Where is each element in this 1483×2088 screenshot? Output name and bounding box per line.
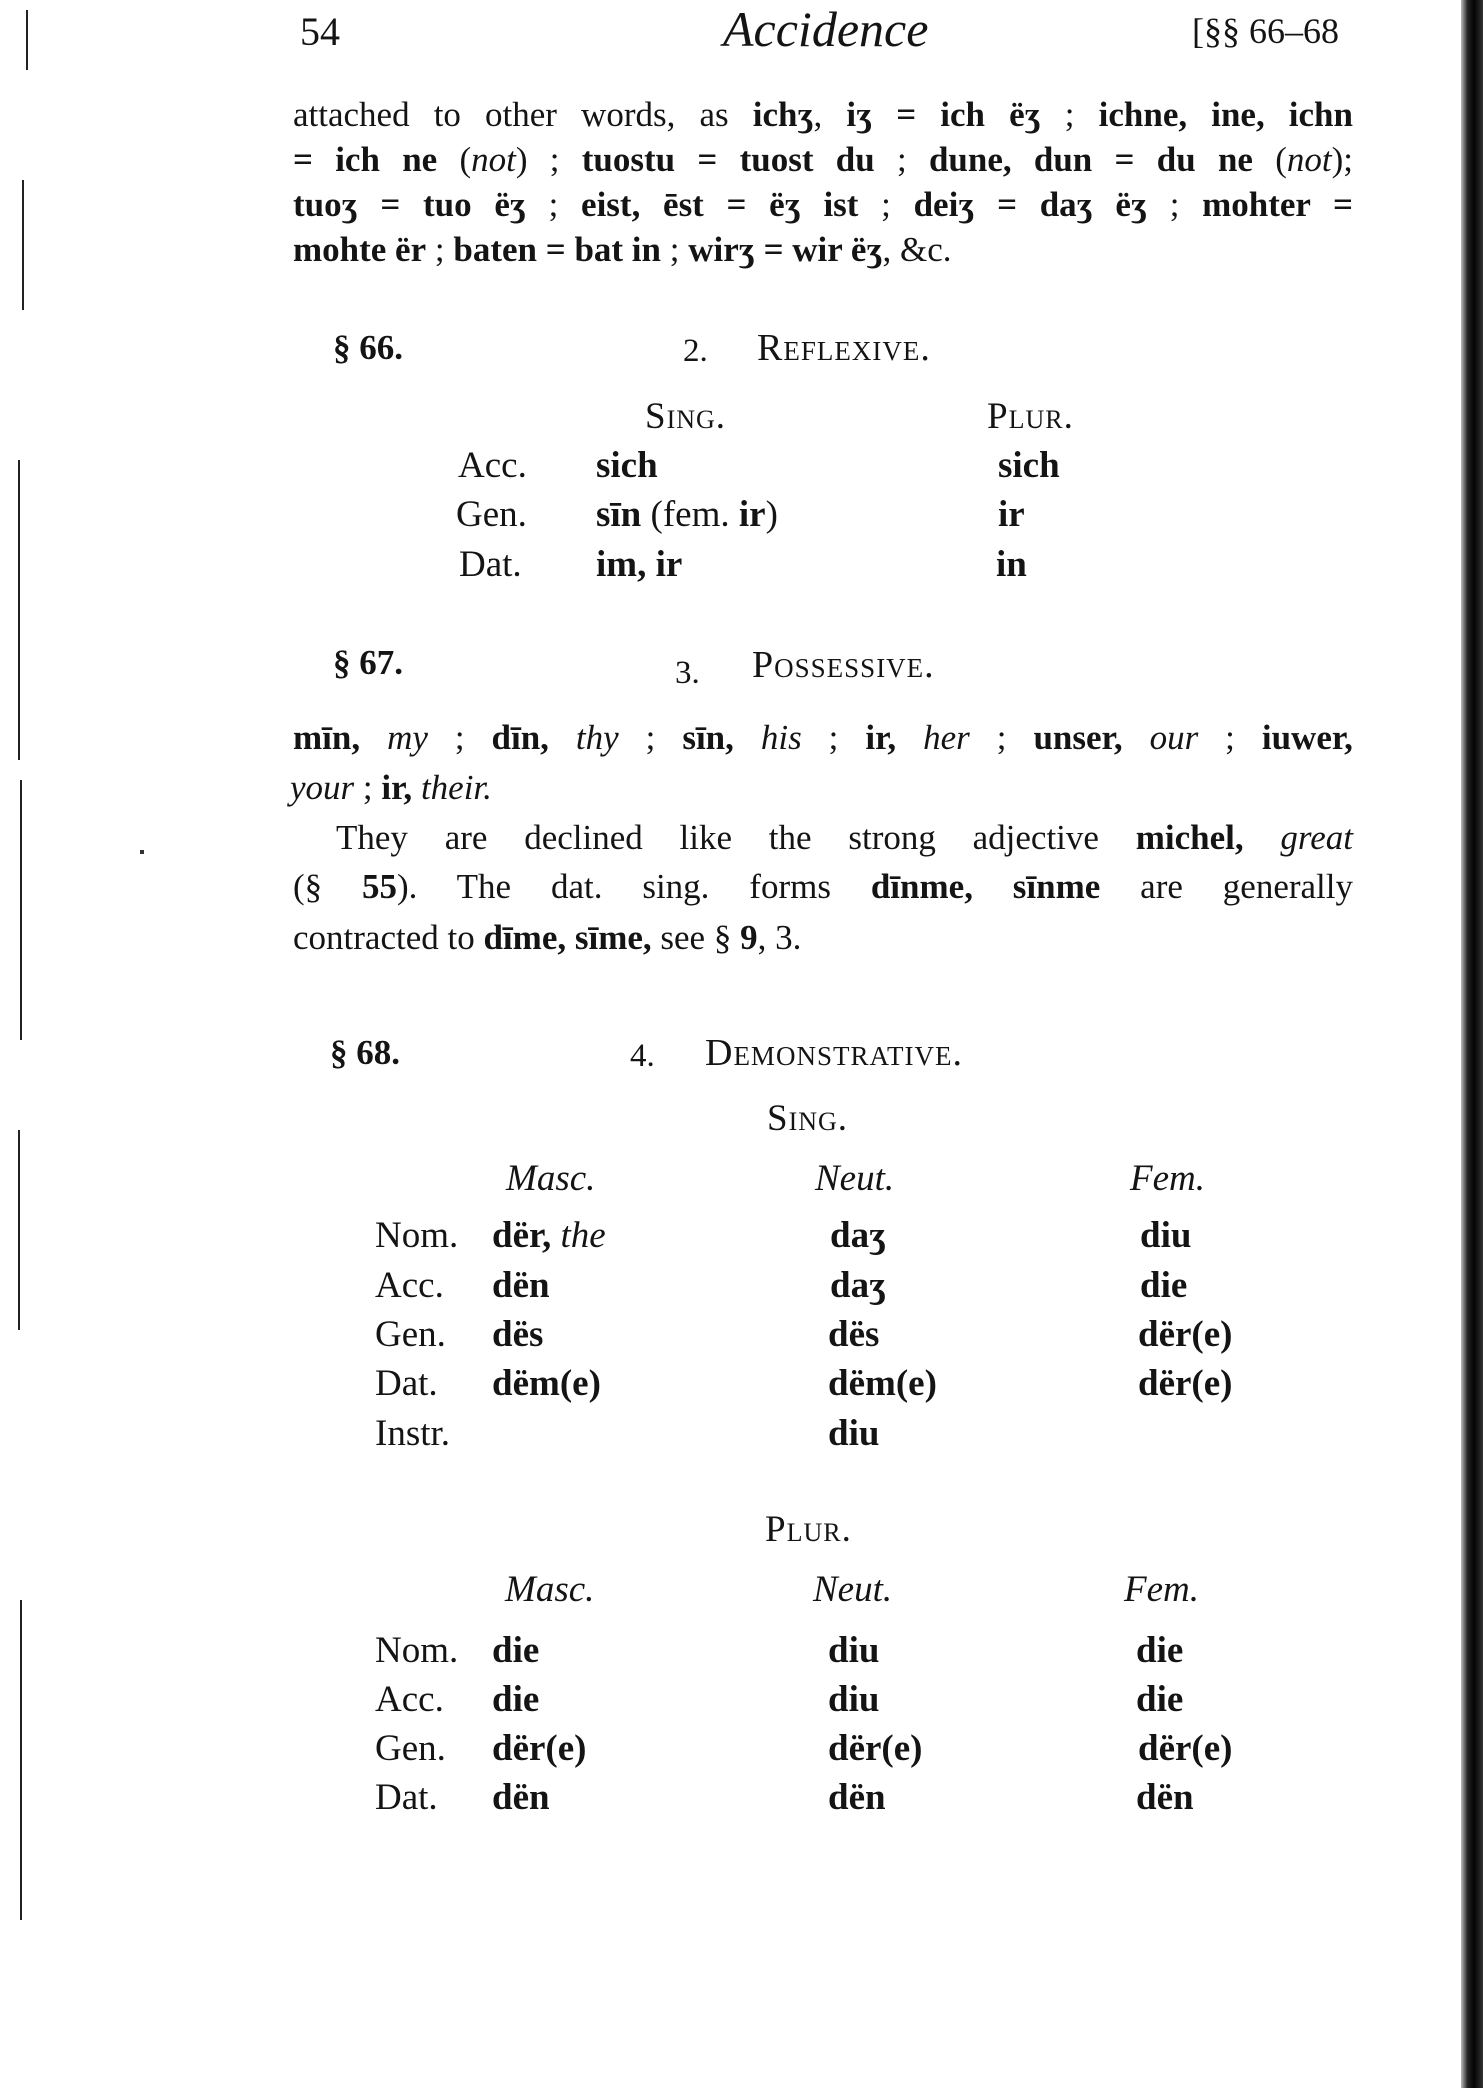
bold-text: iʒ = ich ëʒ [846, 95, 1041, 134]
case-label: Nom. [375, 1630, 459, 1671]
form-cell: dër(e) [492, 1728, 587, 1769]
case-label: Gen. [456, 494, 527, 535]
italic-text: their. [420, 768, 492, 807]
text-line [293, 90, 1353, 139]
text-run: ; [969, 718, 1034, 757]
bold-text: mohte ër [293, 230, 427, 269]
case-label: Dat. [375, 1363, 438, 1404]
case-label: Nom. [375, 1215, 459, 1256]
note-text: (fem. [641, 494, 739, 535]
heading-number: 3. [675, 655, 700, 691]
gloss-text: the [560, 1215, 606, 1256]
text-line [293, 180, 1353, 229]
form-text: sīn [596, 494, 642, 535]
heading-number: 2. [683, 333, 708, 369]
scan-margin-mark [26, 10, 28, 70]
scan-edge-shadow [1461, 0, 1483, 2088]
scan-margin-mark [20, 780, 22, 1040]
text-run: ( [437, 140, 472, 179]
text-run: are generally [1100, 867, 1353, 906]
table-group-label-sing: Sing. [767, 1098, 849, 1139]
form-cell: die [1140, 1265, 1188, 1306]
section-range: [§§ 66–68 [1192, 11, 1339, 51]
italic-text: my [387, 718, 428, 757]
italic-text: your [290, 768, 355, 807]
form-cell: die [1136, 1630, 1184, 1671]
text-run: ; [426, 230, 454, 269]
bold-text: dīme, sīme, [483, 918, 652, 957]
form-cell: dër(e) [1138, 1728, 1233, 1769]
form-cell: die [492, 1630, 540, 1671]
italic-text: great [1280, 818, 1354, 857]
bold-text: tuostu = tuost du [581, 140, 875, 179]
form-cell: in [996, 544, 1027, 585]
form-cell [596, 493, 778, 536]
text-line [293, 225, 1353, 274]
text-line [336, 813, 1353, 862]
form-cell: dëm(e) [492, 1363, 601, 1404]
column-header-neut: Neut. [813, 1569, 893, 1610]
text-run: ; [1147, 185, 1203, 224]
text-run: , [813, 95, 847, 134]
bold-text: baten = bat in [453, 230, 661, 269]
italic-text: her [923, 718, 970, 757]
text-run: ; [858, 185, 914, 224]
form-cell: dën [492, 1777, 550, 1818]
form-text: dër, [492, 1215, 552, 1256]
bold-text: 9 [740, 918, 758, 957]
case-label: Gen. [375, 1728, 446, 1769]
form-cell: sich [596, 445, 658, 486]
bold-text: ichne, ine, ichn [1098, 95, 1353, 134]
heading-number: 4. [630, 1038, 655, 1074]
running-title: Accidence [723, 1, 929, 57]
column-header-masc: Masc. [505, 1569, 595, 1610]
case-label: Gen. [375, 1314, 446, 1355]
form-cell: die [492, 1679, 540, 1720]
case-label: Dat. [459, 544, 522, 585]
bold-text: deiʒ = daʒ ëʒ [913, 185, 1147, 224]
italic-text: his [760, 718, 802, 757]
case-label: Acc. [375, 1265, 444, 1306]
text-run: ; [1040, 95, 1099, 134]
case-label: Dat. [375, 1777, 438, 1818]
text-run: They are declined like the strong adjective [336, 818, 1136, 857]
bold-text: eist, ēst = ëʒ ist [581, 185, 859, 224]
text-run: ). The dat. sing. forms [397, 867, 871, 906]
form-cell: dën [492, 1265, 550, 1306]
form-cell: dën [1136, 1777, 1194, 1818]
italic-text: thy [575, 718, 619, 757]
form-cell: ir [998, 494, 1025, 535]
form-cell: diu [828, 1413, 880, 1454]
form-cell: daʒ [830, 1265, 887, 1306]
text-run: (§ [293, 867, 363, 906]
italic-text: not [1286, 140, 1332, 179]
section-heading: Demonstrative. [705, 1032, 963, 1074]
bold-text: dune, dun = du ne [928, 140, 1253, 179]
form-cell: sich [998, 445, 1060, 486]
form-cell: daʒ [830, 1215, 887, 1256]
case-label: Acc. [458, 445, 527, 486]
column-header-sing: Sing. [645, 396, 727, 437]
text-run: ( [1252, 140, 1287, 179]
text-run: see § [651, 918, 741, 957]
column-header-fem: Fem. [1124, 1569, 1199, 1610]
text-run: , &c. [882, 230, 952, 269]
section-heading: Possessive. [752, 644, 935, 686]
text-run: ; [661, 230, 689, 269]
text-line [293, 913, 1353, 962]
bold-text: ichʒ [752, 95, 814, 134]
text-run: ; [354, 768, 382, 807]
scan-margin-mark [22, 180, 24, 310]
bold-text: sīn, [682, 718, 761, 757]
case-label: Instr. [375, 1413, 451, 1454]
bold-text: ir, [381, 768, 421, 807]
column-header-neut: Neut. [815, 1158, 895, 1199]
note-text: ) [765, 494, 778, 535]
bold-text: wirʒ = wir ëʒ [688, 230, 883, 269]
section-number: § 68. [330, 1033, 400, 1072]
text-run: ) ; [515, 140, 582, 179]
form-cell: dër(e) [1138, 1363, 1233, 1404]
text-run: ; [618, 718, 683, 757]
italic-text: not [471, 140, 516, 179]
text-run: ; [1198, 718, 1262, 757]
bold-text: iuwer, [1261, 718, 1353, 757]
text-run: ; [874, 140, 929, 179]
form-cell: die [1136, 1679, 1184, 1720]
form-cell: dër(e) [828, 1728, 923, 1769]
text-run: ; [427, 718, 492, 757]
section-heading: Reflexive. [757, 327, 931, 369]
bold-text: = ich ne [293, 140, 438, 179]
scan-speck [140, 850, 144, 854]
bold-text: mohter = [1202, 185, 1353, 224]
form-cell: dëm(e) [828, 1363, 937, 1404]
scan-margin-mark [18, 460, 20, 760]
section-number: § 66. [333, 328, 403, 367]
bold-text: unser, [1033, 718, 1150, 757]
page-number: 54 [300, 9, 340, 54]
form-cell: diu [828, 1630, 880, 1671]
text-line [290, 763, 1350, 812]
form-cell: dës [828, 1314, 880, 1355]
text-line [293, 135, 1353, 184]
bold-text: dīnme, sīnme [870, 867, 1101, 906]
scan-margin-mark [18, 1130, 20, 1330]
form-cell: dën [828, 1777, 886, 1818]
form-cell: dës [492, 1314, 544, 1355]
case-label: Acc. [375, 1679, 444, 1720]
column-header-fem: Fem. [1130, 1158, 1205, 1199]
text-run [1244, 818, 1281, 857]
bold-text: mīn, [293, 718, 388, 757]
text-run: ; [801, 718, 866, 757]
form-cell: dër(e) [1138, 1314, 1233, 1355]
bold-text: tuoʒ = tuo ëʒ [293, 185, 526, 224]
text-line [293, 862, 1353, 911]
scan-margin-mark [20, 1600, 22, 1920]
text-run: ); [1331, 140, 1353, 179]
table-group-label-plur: Plur. [765, 1509, 852, 1550]
form-cell [492, 1214, 606, 1257]
section-number: § 67. [333, 643, 403, 682]
bold-text: dīn, [491, 718, 576, 757]
italic-text: our [1149, 718, 1199, 757]
column-header-plur: Plur. [987, 396, 1074, 437]
column-header-masc: Masc. [506, 1158, 596, 1199]
bold-text: 55 [362, 867, 398, 906]
form-text: ir [738, 494, 766, 535]
text-run: attached to other words, as [293, 95, 753, 134]
text-run: , 3. [757, 918, 802, 957]
text-run: contracted to [293, 918, 484, 957]
bold-text: ir, [865, 718, 924, 757]
text-run: ; [525, 185, 582, 224]
form-cell: diu [1140, 1215, 1192, 1256]
bold-text: michel, [1135, 818, 1244, 857]
form-cell: im, ir [596, 544, 683, 585]
text-line [293, 713, 1353, 762]
form-cell: diu [828, 1679, 880, 1720]
